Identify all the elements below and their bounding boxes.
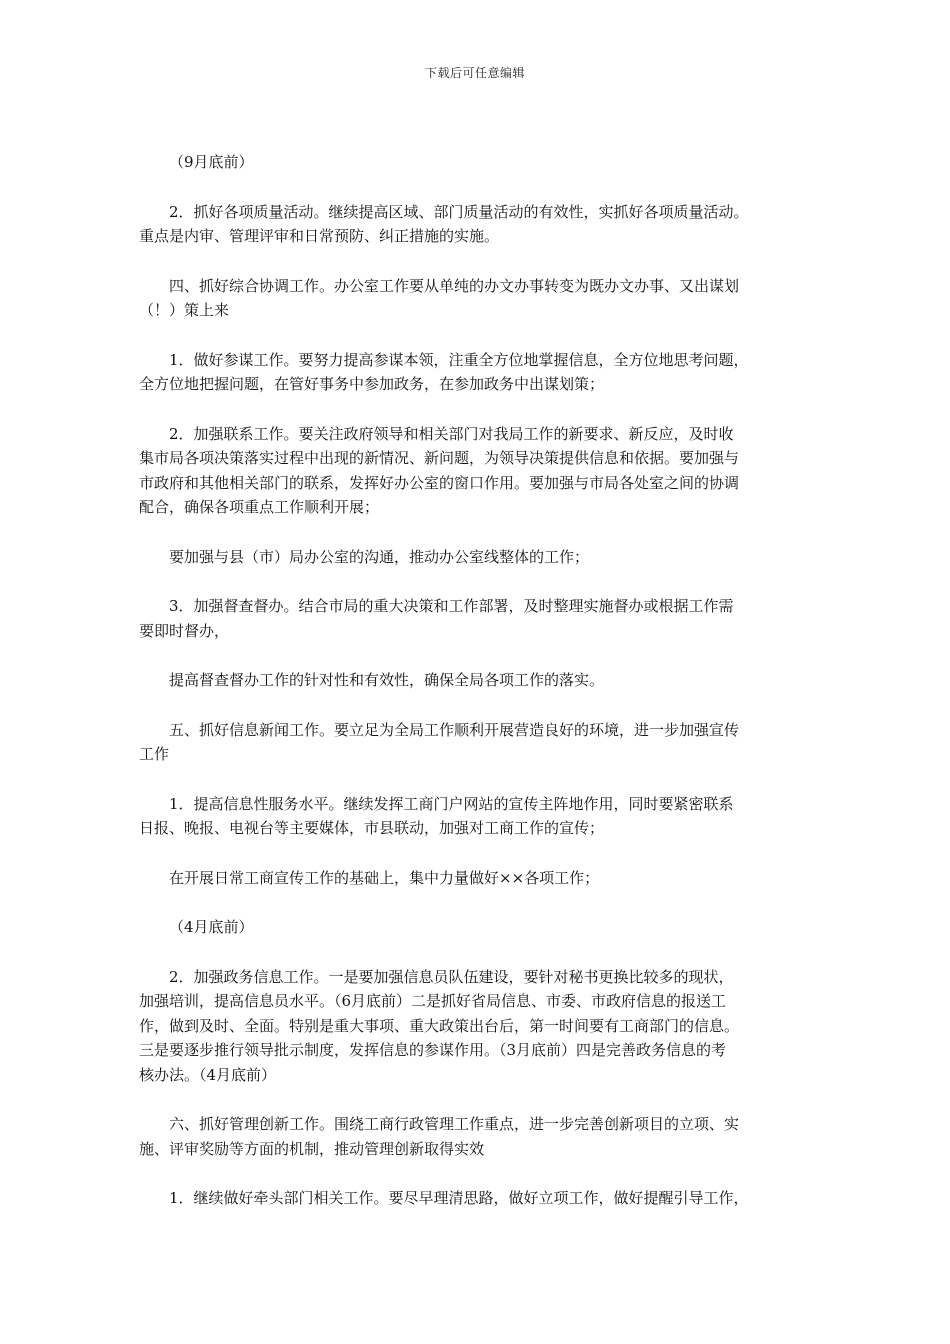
page-header: 下载后可任意编辑: [424, 66, 525, 80]
paragraph: 在开展日常工商宣传工作的基础上，集中力量做好××各项工作；: [169, 868, 600, 887]
section-heading-paragraph: 五、抓好信息新闻工作。要立足为全局工作顺利开展营造良好的环境，进一步加强宣传 工作: [139, 720, 740, 763]
section-heading-paragraph: 四、抓好综合协调工作。办公室工作要从单纯的办文办事转变为既办文办事、又出谋划 （！）策上来: [139, 276, 740, 319]
paragraph: 2．加强联系工作。要关注政府领导和相关部门对我局工作的新要求、新反应，及时收 集市局各项决策落实过程中出现的新情况、新问题，为领导决策提供信息和依据。要加强与 市政府和其他相关部门的联系，发挥好办公室的窗口作用。要加强与市局各处室之间的协调 配合，确保各项重点工作顺利开展；: [139, 424, 740, 516]
paragraph: 1．做好参谋工作。要努力提高参谋本领，注重全方位地掌握信息，全方位地思考问题， 全方位地把握问题，在管好事务中参加政务，在参加政务中出谋划策；: [139, 350, 749, 393]
paragraph: 2．加强政务信息工作。一是要加强信息员队伍建设，要针对秘书更换比较多的现状， 加强培训，提高信息员水平。（6月底前）二是抓好省局信息、市委、市政府信息的报送工 作，做到及时、全面。特别是重大事项、重大政策出台后，第一时间要有工商部门的信息。 三是要逐步推行领导批示制度，发挥信息的参谋作用。（3月底前）四是完善政务信息的考 核办法。（4月底前）: [139, 967, 740, 1084]
paragraph: 3．加强督查督办。结合市局的重大决策和工作部署，及时整理实施督办或根据工作需 要即时督办，: [139, 597, 734, 640]
paragraph: 2．抓好各项质量活动。继续提高区域、部门质量活动的有效性，实抓好各项质量活动。 重点是内审、管理评审和日常预防、纠正措施的实施。: [139, 202, 749, 245]
paragraph: （4月底前）: [169, 918, 254, 936]
paragraph: 1．提高信息性服务水平。继续发挥工商门户网站的宣传主阵地作用，同时要紧密联系 日报、晚报、电视台等主要媒体，市县联动，加强对工商工作的宣传；: [139, 794, 734, 837]
paragraph: （9月底前）: [169, 153, 254, 171]
paragraph: 提高督查督办工作的针对性和有效性，确保全局各项工作的落实。: [169, 671, 605, 689]
paragraph: 要加强与县（市）局办公室的沟通，推动办公室线整体的工作；: [169, 547, 590, 566]
paragraph: 1．继续做好牵头部门相关工作。要尽早理清思路，做好立项工作，做好提醒引导工作，: [169, 1189, 749, 1207]
document-body: [139, 150, 815, 1236]
section-heading-paragraph: 六、抓好管理创新工作。围绕工商行政管理工作重点，进一步完善创新项目的立项、实 施、评审奖励等方面的机制，推动管理创新取得实效: [139, 1115, 740, 1158]
